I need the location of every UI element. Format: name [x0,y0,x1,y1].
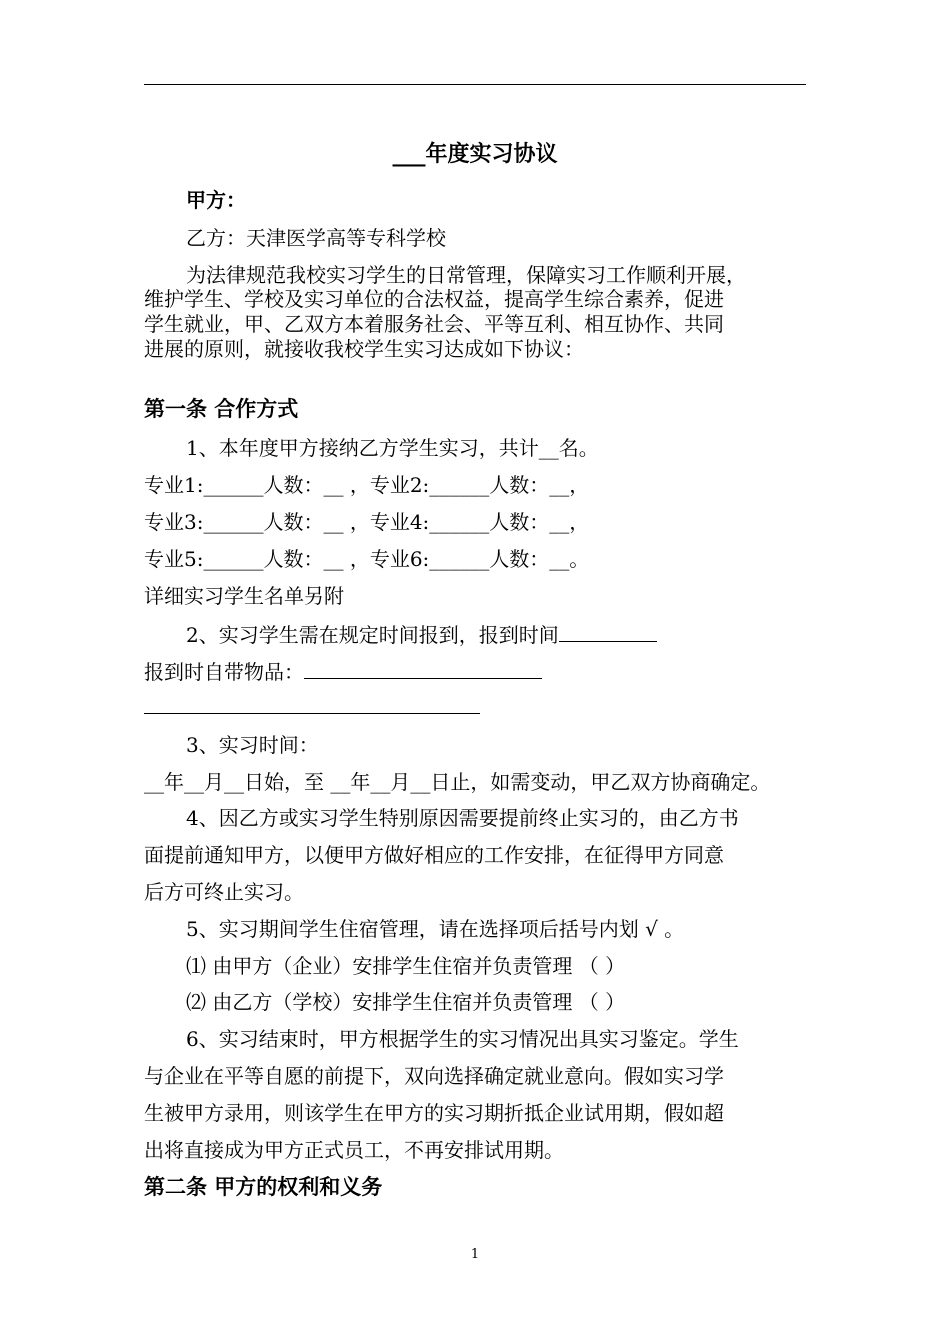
accommodation-option-1[interactable]: ⑴ 由甲方（企业）安排学生住宿并负责管理 （ ） [186,954,626,978]
article-1-item-4-line-1: 4、因乙方或实习学生特别原因需要提前终止实习的，由乙方书 [186,806,739,830]
article-1-item-6-line-2: 与企业在平等自愿的前提下，双向选择确定就业意向。假如实习学 [144,1064,724,1088]
internship-dates: __年__月__日始，至 __年__月__日止，如需变动，甲乙双方协商确定。 [144,770,771,794]
major-row-2: 专业3:______人数：__ ，专业4:______人数：__， [144,510,590,534]
article-1-item-4-line-2: 面提前通知甲方，以便甲方做好相应的工作安排，在征得甲方同意 [144,843,724,867]
article-1-heading: 第一条 合作方式 [144,396,299,421]
intro-line-4: 进展的原则，就接收我校学生实习达成如下协议： [144,337,584,361]
article-1-item-3: 3、实习时间： [186,733,319,757]
accommodation-option-2[interactable]: ⑵ 由乙方（学校）安排学生住宿并负责管理 （ ） [186,990,626,1014]
items-label: 报到时自带物品： [144,660,304,684]
document-title: ___年度实习协议 [392,141,558,167]
intro-line-1: 为法律规范我校实习学生的日常管理，保障实习工作顺利开展， [186,263,746,287]
header-rule [144,84,806,85]
article-1-item-6-line-3: 生被甲方录用，则该学生在甲方的实习期折抵企业试用期，假如超 [144,1101,724,1125]
article-1-item-2 [186,621,657,647]
article-1-item-4-line-3: 后方可终止实习。 [144,880,304,904]
page-number: 1 [470,1247,480,1262]
article-1-item-6-line-4: 出将直接成为甲方正式员工，不再安排试用期。 [144,1138,564,1162]
article-2-heading: 第二条 甲方的权利和义务 [144,1174,383,1199]
article-1-item-5: 5、实习期间学生住宿管理，请在选择项后括号内划 √ 。 [186,917,685,941]
items-blank-continuation[interactable] [144,713,480,714]
major-row-1: 专业1:______人数：__ ，专业2:______人数：__， [144,473,590,497]
major-row-3: 专业5:______人数：__ ，专业6:______人数：__。 [144,547,590,571]
items-row [144,658,542,684]
student-list-note: 详细实习学生名单另附 [144,584,344,608]
report-time-label: 2、实习学生需在规定时间报到，报到时间 [186,623,559,647]
intro-line-3: 学生就业，甲、乙双方本着服务社会、平等互利、相互协作、共同 [144,312,724,336]
article-1-item-6-line-1: 6、实习结束时，甲方根据学生的实习情况出具实习鉴定。学生 [186,1027,739,1051]
article-1-item-1: 1、本年度甲方接纳乙方学生实习，共计__名。 [186,436,599,460]
report-time-blank[interactable] [559,621,657,642]
intro-line-2: 维护学生、学校及实习单位的合法权益，提高学生综合素养，促进 [144,287,724,311]
items-blank[interactable] [304,658,542,679]
party-a: 甲方： [186,188,246,212]
party-b: 乙方：天津医学高等专科学校 [186,226,446,250]
